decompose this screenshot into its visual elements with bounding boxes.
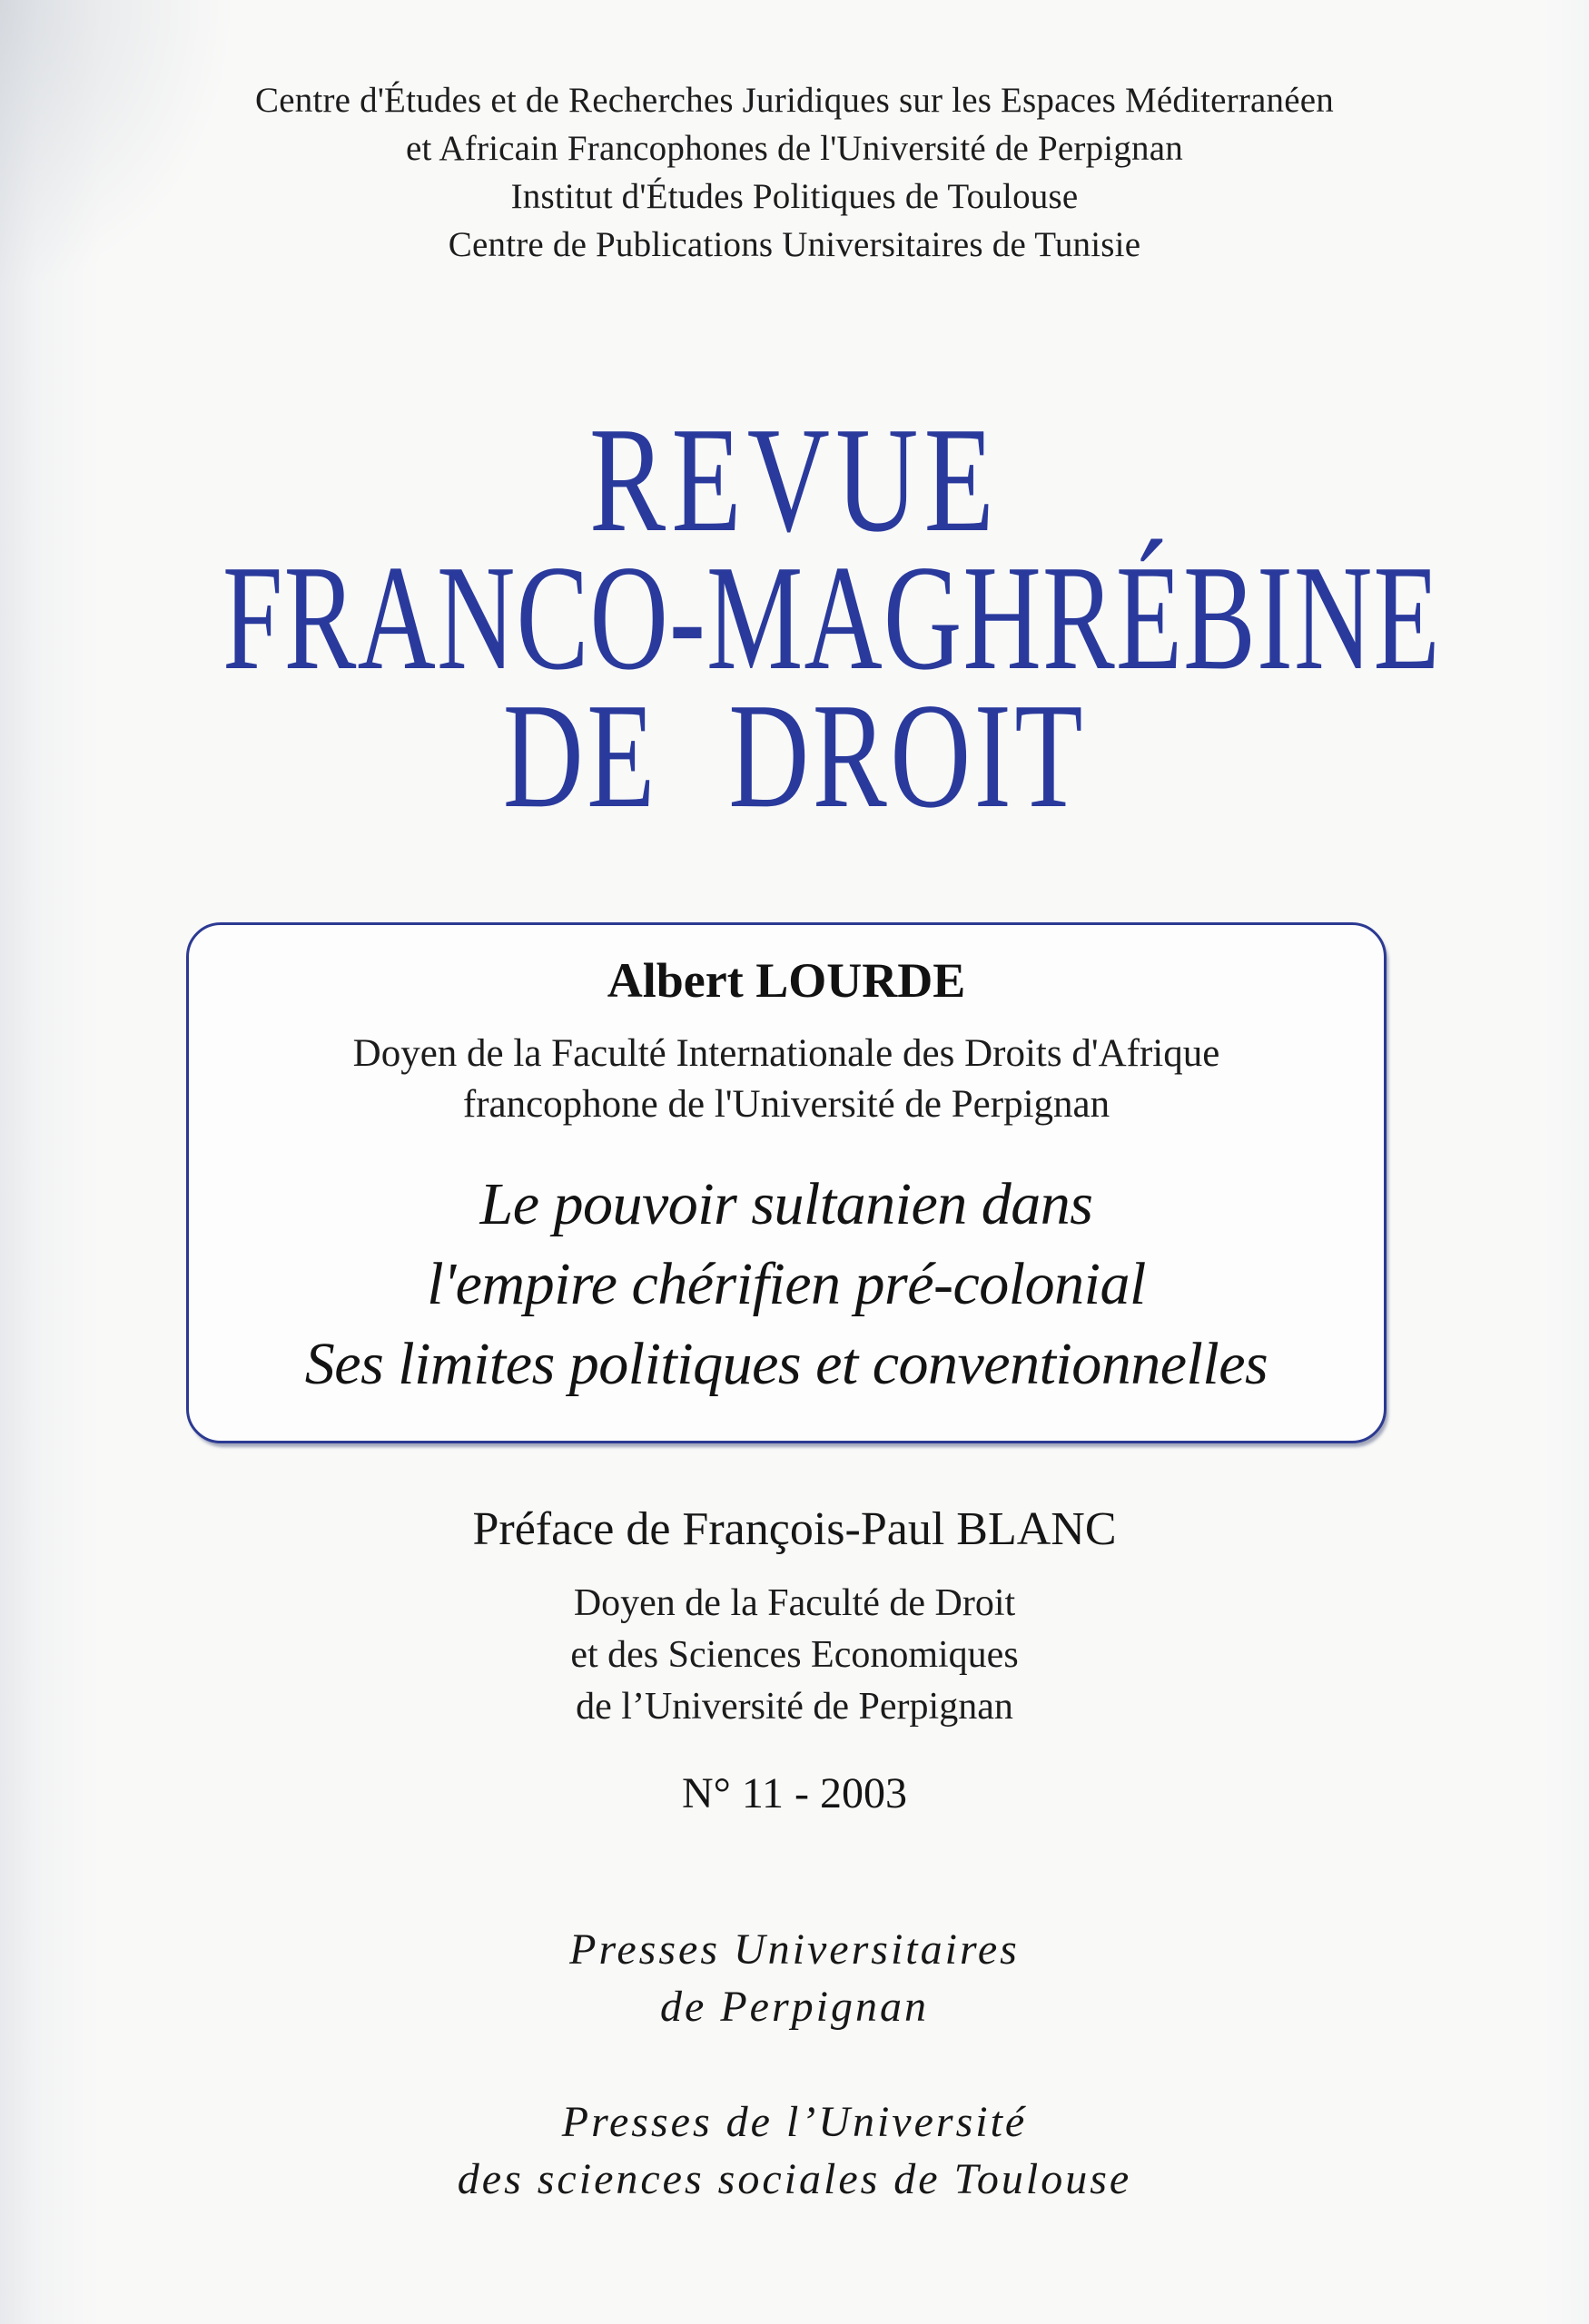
author-name: Albert LOURDE <box>607 953 966 1008</box>
journal-title-line: FRANCO-MAGHRÉBINE <box>222 534 1441 701</box>
institutions-header <box>0 76 1589 269</box>
preface-affiliation-line: de l’Université de Perpignan <box>576 1686 1013 1728</box>
work-title <box>189 1165 1384 1404</box>
issue-number: N° 11 - 2003 <box>681 1769 908 1817</box>
preface-affiliation-line: et des Sciences Economiques <box>570 1634 1019 1676</box>
institution-line: et Africain Francophones de l'Université de Perpignan <box>406 129 1183 168</box>
journal-title <box>0 396 1589 839</box>
publisher-line: Presses de l’Université <box>561 2098 1028 2146</box>
publisher-perpignan <box>0 1921 1589 2035</box>
work-title-line: Le pouvoir sultanien dans <box>479 1171 1093 1237</box>
institution-line: Centre de Publications Universitaires de Tunisie <box>448 225 1141 264</box>
journal-title-line: DE DROIT <box>502 672 1087 839</box>
work-title-line: l'empire chérifien pré-colonial <box>427 1251 1146 1317</box>
work-title-line: Ses limites politiques et conventionnelles <box>304 1331 1268 1397</box>
publisher-line: Presses Universitaires <box>569 1925 1020 1974</box>
preface-affiliation-line: Doyen de la Faculté de Droit <box>573 1582 1016 1624</box>
publisher-toulouse <box>0 2093 1589 2208</box>
journal-title-line: REVUE <box>588 396 1001 563</box>
institution-line: Centre d'Études et de Recherches Juridiques sur les Espaces Méditerranéen <box>255 81 1334 120</box>
preface-affiliation <box>0 1578 1589 1733</box>
preface-credit: Préface de François-Paul BLANC <box>472 1503 1117 1555</box>
author-affiliation-line: francophone de l'Université de Perpignan <box>462 1083 1110 1126</box>
author-affiliation-line: Doyen de la Faculté Internationale des Droits d'Afrique <box>352 1032 1220 1075</box>
publisher-line: des sciences sociales de Toulouse <box>457 2155 1132 2203</box>
institution-line: Institut d'Études Politiques de Toulouse <box>510 177 1079 216</box>
author-work-box <box>186 922 1387 1443</box>
publisher-line: de Perpignan <box>660 1983 929 2031</box>
author-affiliation <box>189 1029 1384 1130</box>
